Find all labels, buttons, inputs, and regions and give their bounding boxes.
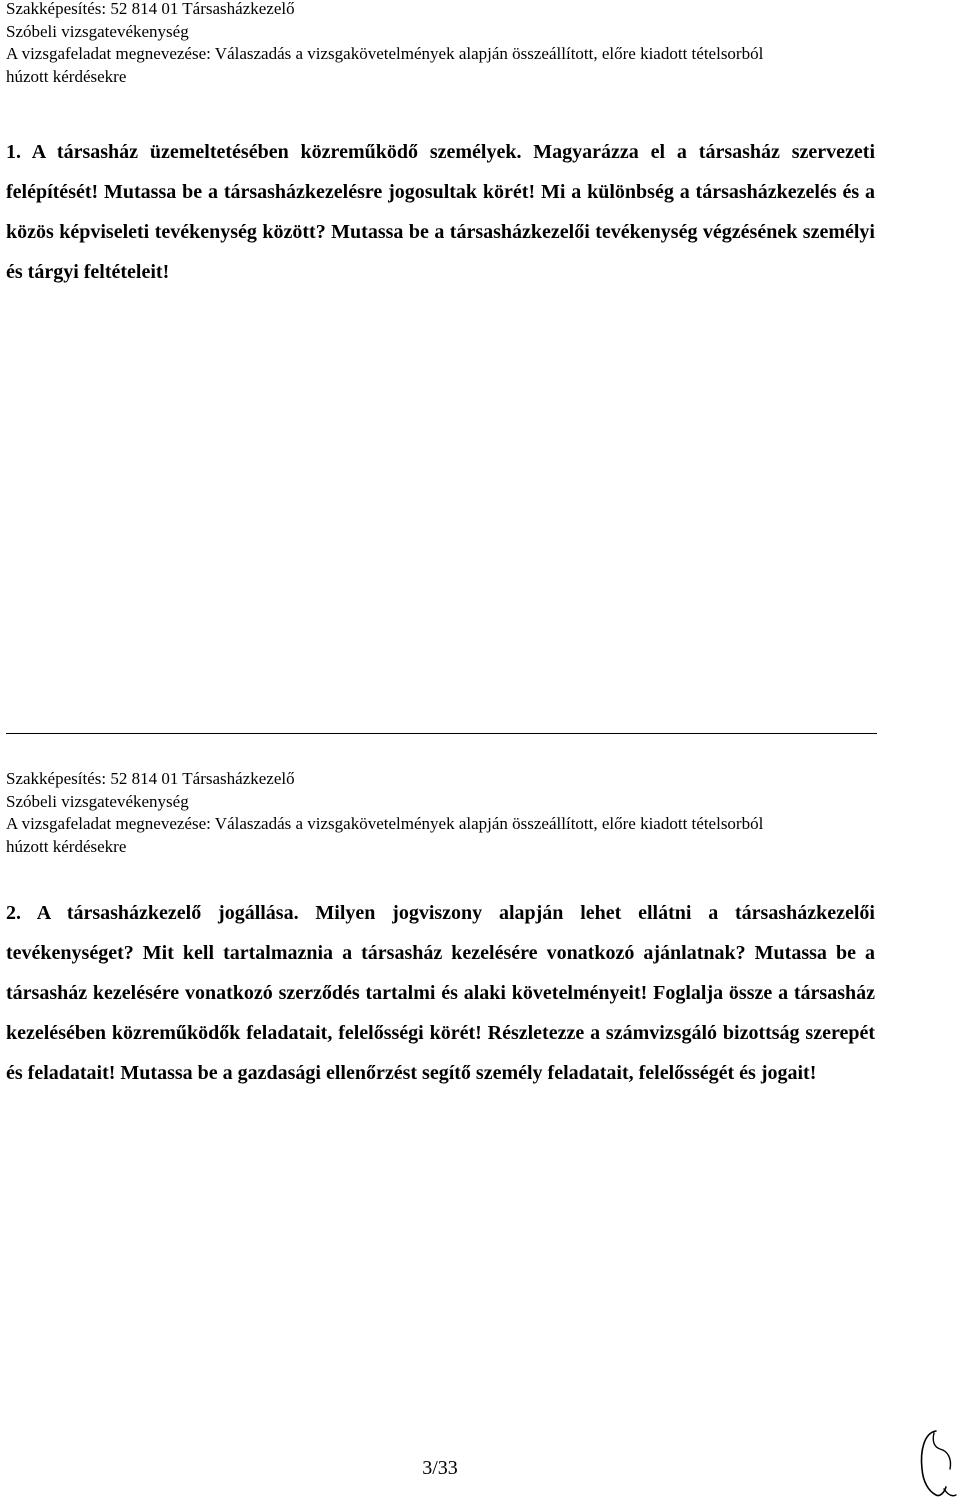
task-name-line: A vizsgafeladat megnevezése: Válaszadás a vizsgakövetelmények alapján összeállított, előre kiadott tételsorból: [6, 44, 764, 63]
question-2: 2. A társasházkezelő jogállása. Milyen jogviszony alapján lehet ellátni a társasházkezelői tevékenységet? Mit kell tartalmaznia a társasház kezelésére vonatkozó ajánlatnak? Mutassa be a társasház kezelésére vonatkozó szerződés tartalmi és alaki követelményeit! Foglalja össze a társasház kezelésében közreműködők feladatait, felelősségi körét! Részletezze a számvizsgáló bizottság szerepét és feladatait! Mutassa be a gazdasági ellenőrzést segítő személy feladatait, felelősségét és jogait!: [6, 902, 875, 1084]
page-header-top: [6, 0, 906, 88]
handwritten-signature: [910, 1425, 958, 1501]
qualification-line: Szakképesítés: 52 814 01 Társasházkezelő: [6, 0, 295, 18]
task-name-continuation: húzott kérdésekre: [6, 836, 127, 856]
question-1: 1. A társasház üzemeltetésében közreműködő személyek. Magyarázza el a társasház szervezeti felépítését! Mutassa be a társasházkezelésre jogosultak körét! Mi a különbség a társasházkezelés és a közös képviseleti tevékenység között? Mutassa be a társasházkezelői tevékenység végzésének személyi és tárgyi feltételeit!: [6, 141, 875, 283]
section-divider: [6, 733, 877, 734]
task-name-continuation: húzott kérdésekre: [6, 66, 127, 86]
task-name-line: A vizsgafeladat megnevezése: Válaszadás a vizsgakövetelmények alapján összeállított, előre kiadott tételsorból: [6, 814, 764, 833]
page-header-bottom: [6, 768, 906, 858]
qualification-line: Szakképesítés: 52 814 01 Társasházkezelő: [6, 769, 295, 788]
page-number: 3/33: [422, 1457, 458, 1479]
exam-type-line: Szóbeli vizsgatevékenység: [6, 21, 189, 41]
exam-type-line: Szóbeli vizsgatevékenység: [6, 791, 189, 811]
